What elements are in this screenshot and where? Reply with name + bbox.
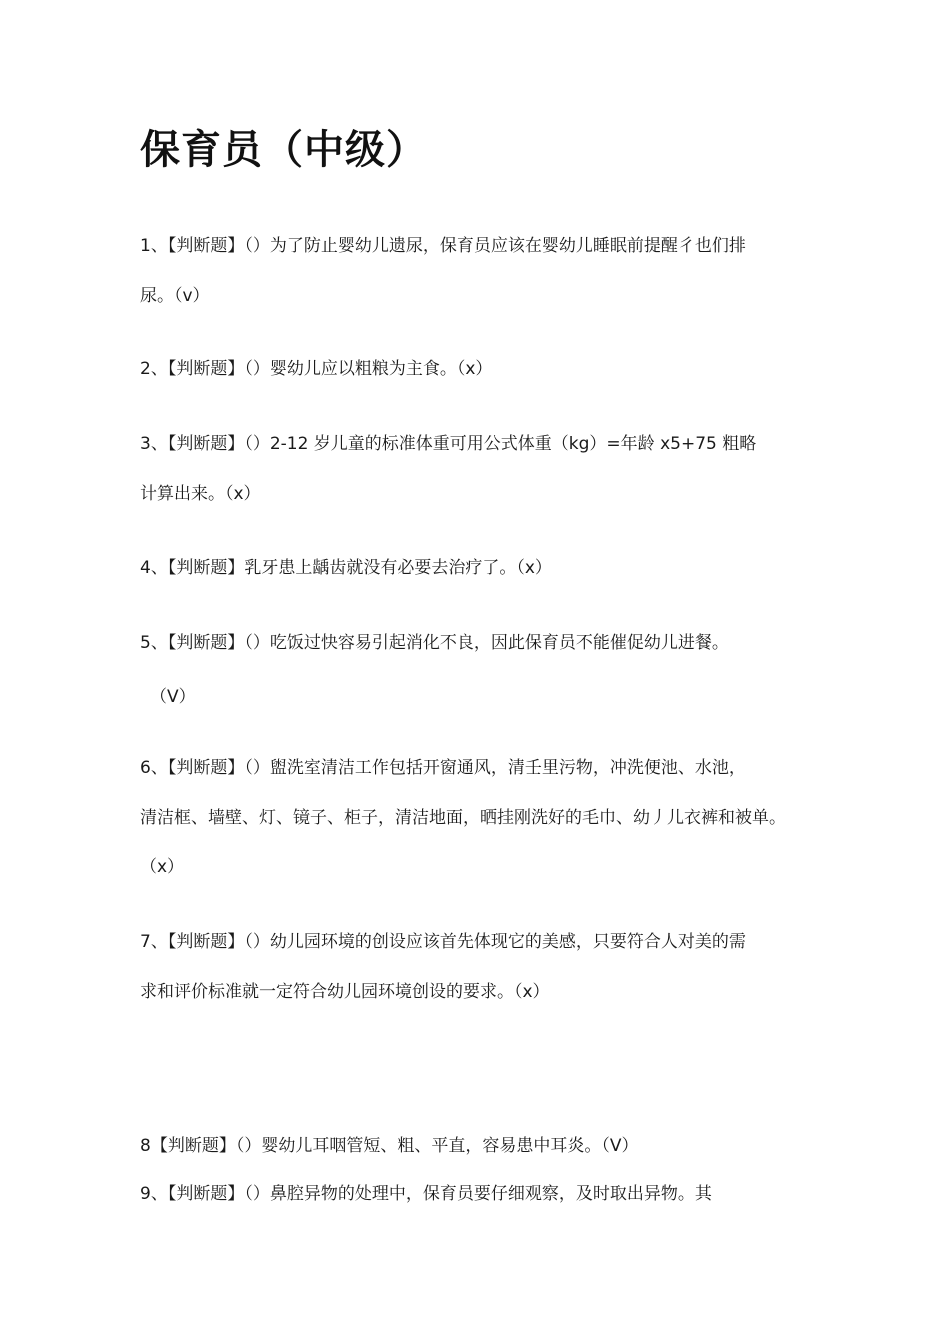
question-8-line-1: 8【判断题】（）婴幼儿耳咽管短、粗、平直，容易患中耳炎。（V）: [140, 1136, 639, 1156]
question-6-line-3: （x）: [140, 857, 185, 877]
question-5-line-2: （V）: [150, 687, 196, 707]
question-6-line-1: 6、【判断题】（）盥洗室清洁工作包括开窗通风，清壬里污物，冲洗便池、水池，: [140, 758, 746, 778]
question-3-line-1: 3、【判断题】（）2-12 岁儿童的标准体重可用公式体重（kg）=年龄 x5+75 粗略: [140, 434, 757, 454]
question-9-line-1: 9、【判断题】（）鼻腔异物的处理中，保育员要仔细观察，及时取出异物。其: [140, 1184, 712, 1204]
question-2-line-1: 2、【判断题】（）婴幼儿应以粗粮为主食。（x）: [140, 359, 493, 379]
question-7-line-1: 7、【判断题】（）幼儿园环境的创设应该首先体现它的美感，只要符合人对美的需: [140, 932, 746, 952]
question-7-line-2: 求和评价标准就一定符合幼儿园环境创设的要求。（x）: [140, 982, 550, 1002]
question-6-line-2: 清洁框、墙壁、灯、镜子、柜子，清洁地面，晒挂刚洗好的毛巾、幼丿儿衣裤和被单。: [140, 808, 786, 828]
question-4-line-1: 4、【判断题】乳牙患上龋齿就没有必要去治疗了。（x）: [140, 558, 552, 578]
question-1-line-2: 尿。（v）: [140, 286, 210, 306]
question-5-line-1: 5、【判断题】（）吃饭过快容易引起消化不良，因此保育员不能催促幼儿进餐。: [140, 633, 729, 653]
question-1-line-1: 1、【判断题】（）为了防止婴幼儿遗尿，保育员应该在婴幼儿睡眠前提醒彳也们排: [140, 236, 746, 256]
document-title: 保育员（中级）: [140, 127, 427, 173]
question-3-line-2: 计算出来。（x）: [140, 484, 261, 504]
